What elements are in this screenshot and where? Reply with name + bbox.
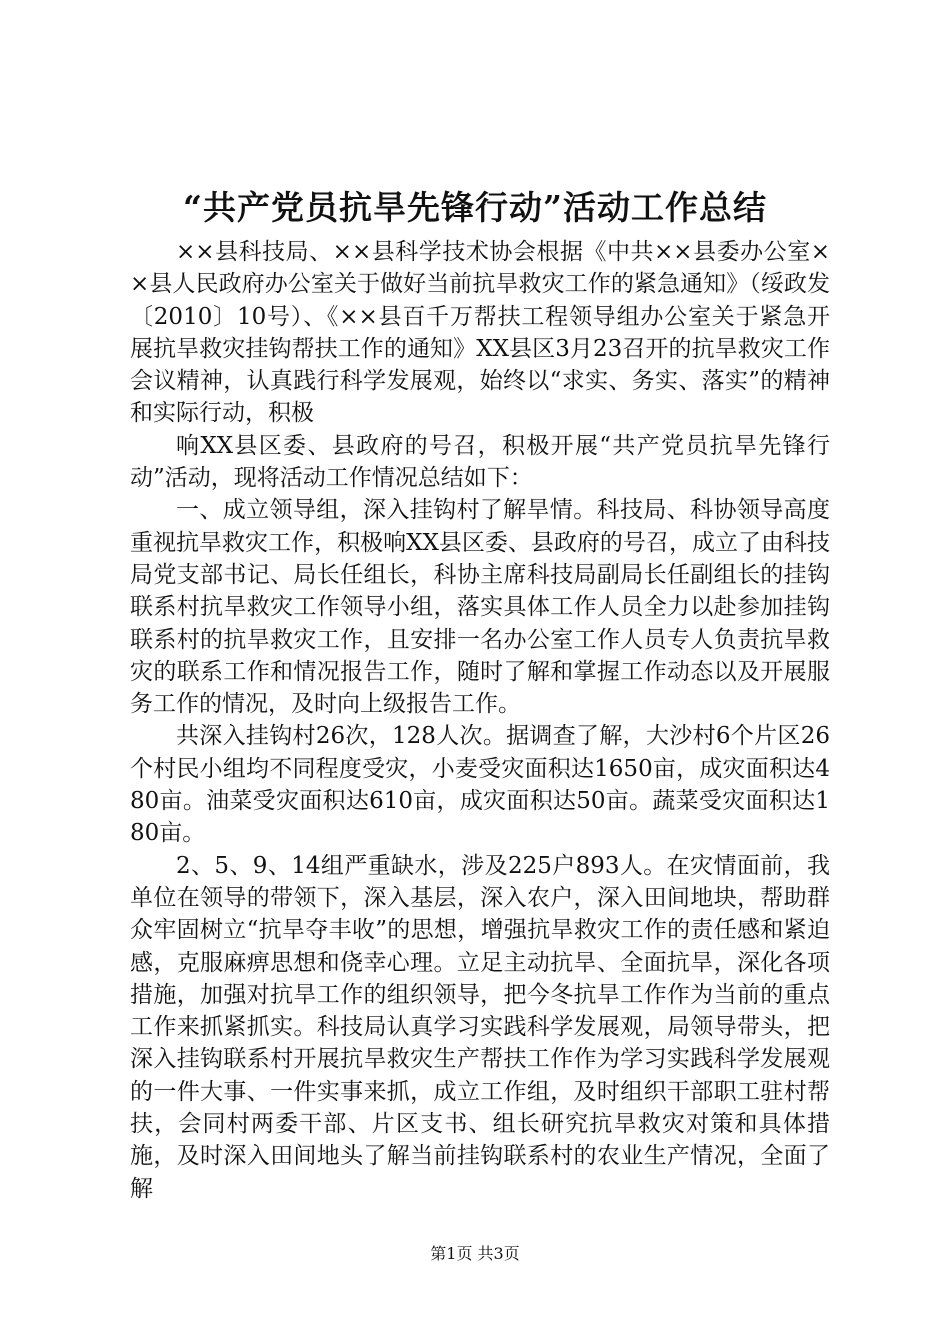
paragraph-response: 响XX县区委、县政府的号召，积极开展“共产党员抗旱先锋行动”活动，现将活动工作情况总结如下：: [130, 432, 830, 492]
page-footer: 第1页 共3页: [430, 1244, 520, 1263]
paragraph-intro: ××县科技局、××县科学技术协会根据《中共××县委办公室××县人民政府办公室关于做好当前抗旱救灾工作的紧急通知》（绥政发〔2010〕10号）、《××县百千万帮扶工程领导组办公室关于紧急开展抗旱救灾挂钩帮扶工作的通知》XX县区3月23召开的抗旱救灾工作会议精神，认真践行科学发展观，始终以“求实、务实、落实”的精神和实际行动，积极: [130, 239, 830, 427]
document-body: [130, 236, 830, 1205]
paragraph-survey: 共深入挂钩村26次，128人次。据调查了解，大沙村6个片区26个村民小组均不同程度受灾，小麦受灾面积达1650亩，成灾面积达480亩。油菜受灾面积达610亩，成灾面积达50亩。蔬菜受灾面积达180亩。: [130, 723, 830, 847]
document-title: “共产党员抗旱先锋行动”活动工作总结: [183, 188, 767, 227]
paragraph-section-one: 一、成立领导组，深入挂钩村了解旱情。科技局、科协领导高度重视抗旱救灾工作，积极响XX县区委、县政府的号召，成立了由科技局党支部书记、局长任组长，科协主席科技局副局长任副组长的挂钩联系村抗旱救灾工作领导小组，落实具体工作人员全力以赴参加挂钩联系村的抗旱救灾工作，且安排一名办公室工作人员专人负责抗旱救灾的联系工作和情况报告工作，随时了解和掌握工作动态以及开展服务工作的情况，及时向上级报告工作。: [130, 497, 830, 718]
paragraph-groups: 2、5、9、14组严重缺水，涉及225户893人。在灾情面前，我单位在领导的带领下，深入基层，深入农户，深入田间地块，帮助群众牢固树立“抗旱夺丰收”的思想，增强抗旱救灾工作的责任感和紧迫感，克服麻痹思想和侥幸心理。立足主动抗旱、全面抗旱，深化各项措施，加强对抗旱工作的组织领导，把今冬抗旱工作作为当前的重点工作来抓紧抓实。科技局认真学习实践科学发展观，局领导带头，把深入挂钩联系村开展抗旱救灾生产帮扶工作作为学习实践科学发展观的一件大事、一件实事来抓，成立工作组，及时组织干部职工驻村帮扶，会同村两委干部、片区支书、组长研究抗旱救灾对策和具体措施，及时深入田间地头了解当前挂钩联系村的农业生产情况，全面了解: [130, 852, 830, 1202]
